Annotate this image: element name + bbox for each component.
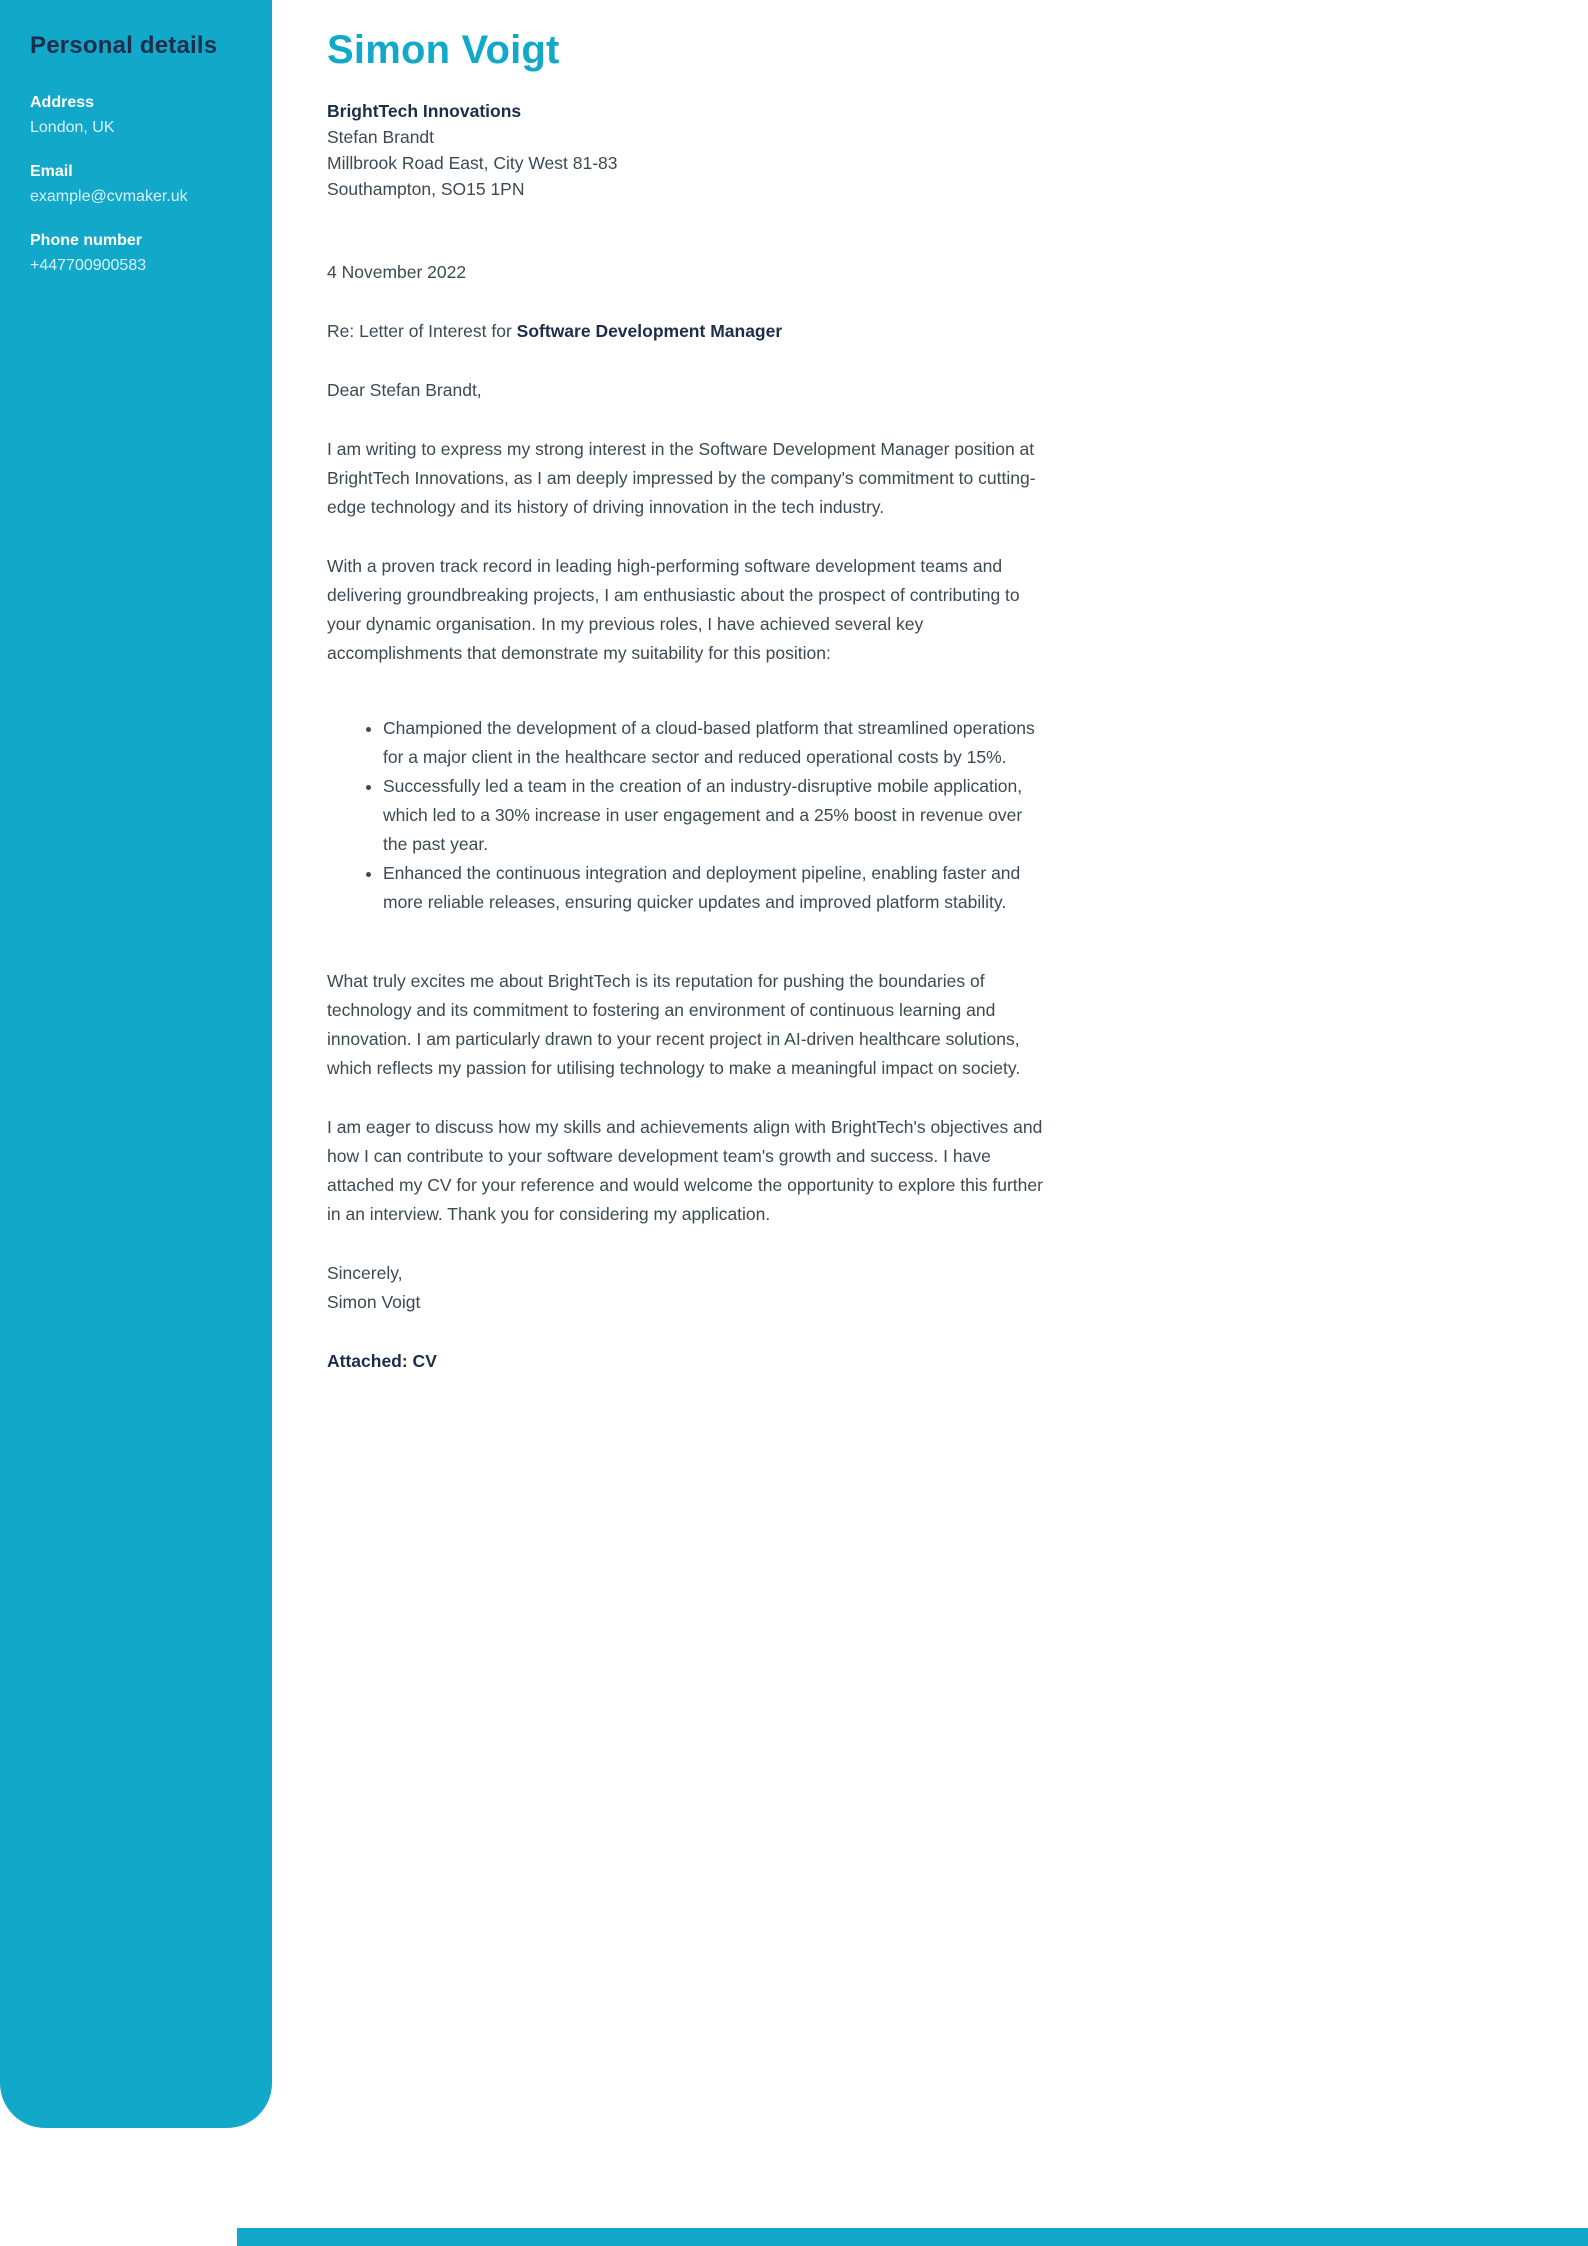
phone-value: +447700900583 [30, 257, 147, 274]
paragraph-track-record: With a proven track record in leading high-performing software development teams and delivering groundbreaking projects, I am enthusiastic about the prospect of contributing to your dynamic organisation. In my previous roles, I have achieved several key accomplishments that demonstrate my suitability for this position: [327, 556, 1020, 663]
letter-date: 4 November 2022 [327, 262, 467, 282]
accomplishments-list [327, 714, 1051, 917]
recipient-contact: Stefan Brandt [327, 127, 435, 147]
bullet-item: • Enhanced the continuous integration and deployment pipeline, enabling faster and more reliable releases, ensuring quicker updates and improved platform stability. [383, 859, 1051, 917]
letter-body [327, 28, 1051, 1376]
phone-label: Phone number [30, 232, 143, 249]
address-label: Address [30, 94, 95, 111]
paragraph-motivation: What truly excites me about BrightTech is its reputation for pushing the boundaries of technology and its commitment to fostering an environment of continuous learning and innovation. I am particularly drawn to your recent project in AI-driven healthcare solutions, which reflects my passion for utilising technology to make a meaningful impact on society. [327, 971, 1021, 1078]
recipient-company: BrightTech Innovations [327, 101, 522, 121]
email-field [30, 163, 242, 206]
recipient-address-line1: Millbrook Road East, City West 81-83 [327, 153, 618, 173]
subject-line [327, 317, 1051, 346]
email-label: Email [30, 163, 73, 180]
address-value: London, UK [30, 119, 115, 136]
bullet-item: • Successfully led a team in the creation of an industry-disruptive mobile application, which led to a 30% increase in user engagement and a 25% boost in revenue over the past year. [383, 772, 1051, 859]
personal-details-sidebar [0, 0, 272, 2128]
signature: Simon Voigt [327, 1292, 421, 1312]
salutation: Dear Stefan Brandt, [327, 380, 482, 400]
recipient-block [327, 98, 1051, 202]
phone-field [30, 232, 242, 275]
attachment-note: Attached: CV [327, 1351, 437, 1371]
subject-position: Software Development Manager [516, 321, 783, 341]
recipient-address-line2: Southampton, SO15 1PN [327, 179, 525, 199]
page-title: Simon Voigt [327, 28, 560, 72]
address-field [30, 94, 242, 137]
footer-accent-bar [237, 2228, 1588, 2246]
subject-prefix: Re: Letter of Interest for [327, 321, 517, 341]
sidebar-title: Personal details [30, 32, 218, 59]
paragraph-call-to-action: I am eager to discuss how my skills and achievements align with BrightTech's objectives and how I can contribute to your software development team's growth and success. I have attached my CV for your reference and would welcome the opportunity to explore this further in an interview. Thank you for considering my application. [327, 1117, 1043, 1224]
paragraph-intro: I am writing to express my strong interest in the Software Development Manager position at BrightTech Innovations, as I am deeply impressed by the company's commitment to cutting-edge technology and its history of driving innovation in the tech industry. [327, 439, 1036, 517]
closing: Sincerely, [327, 1263, 403, 1283]
email-value: example@cvmaker.uk [30, 188, 188, 205]
bullet-item: • Championed the development of a cloud-based platform that streamlined operations for a major client in the healthcare sector and reduced operational costs by 15%. [383, 714, 1051, 772]
